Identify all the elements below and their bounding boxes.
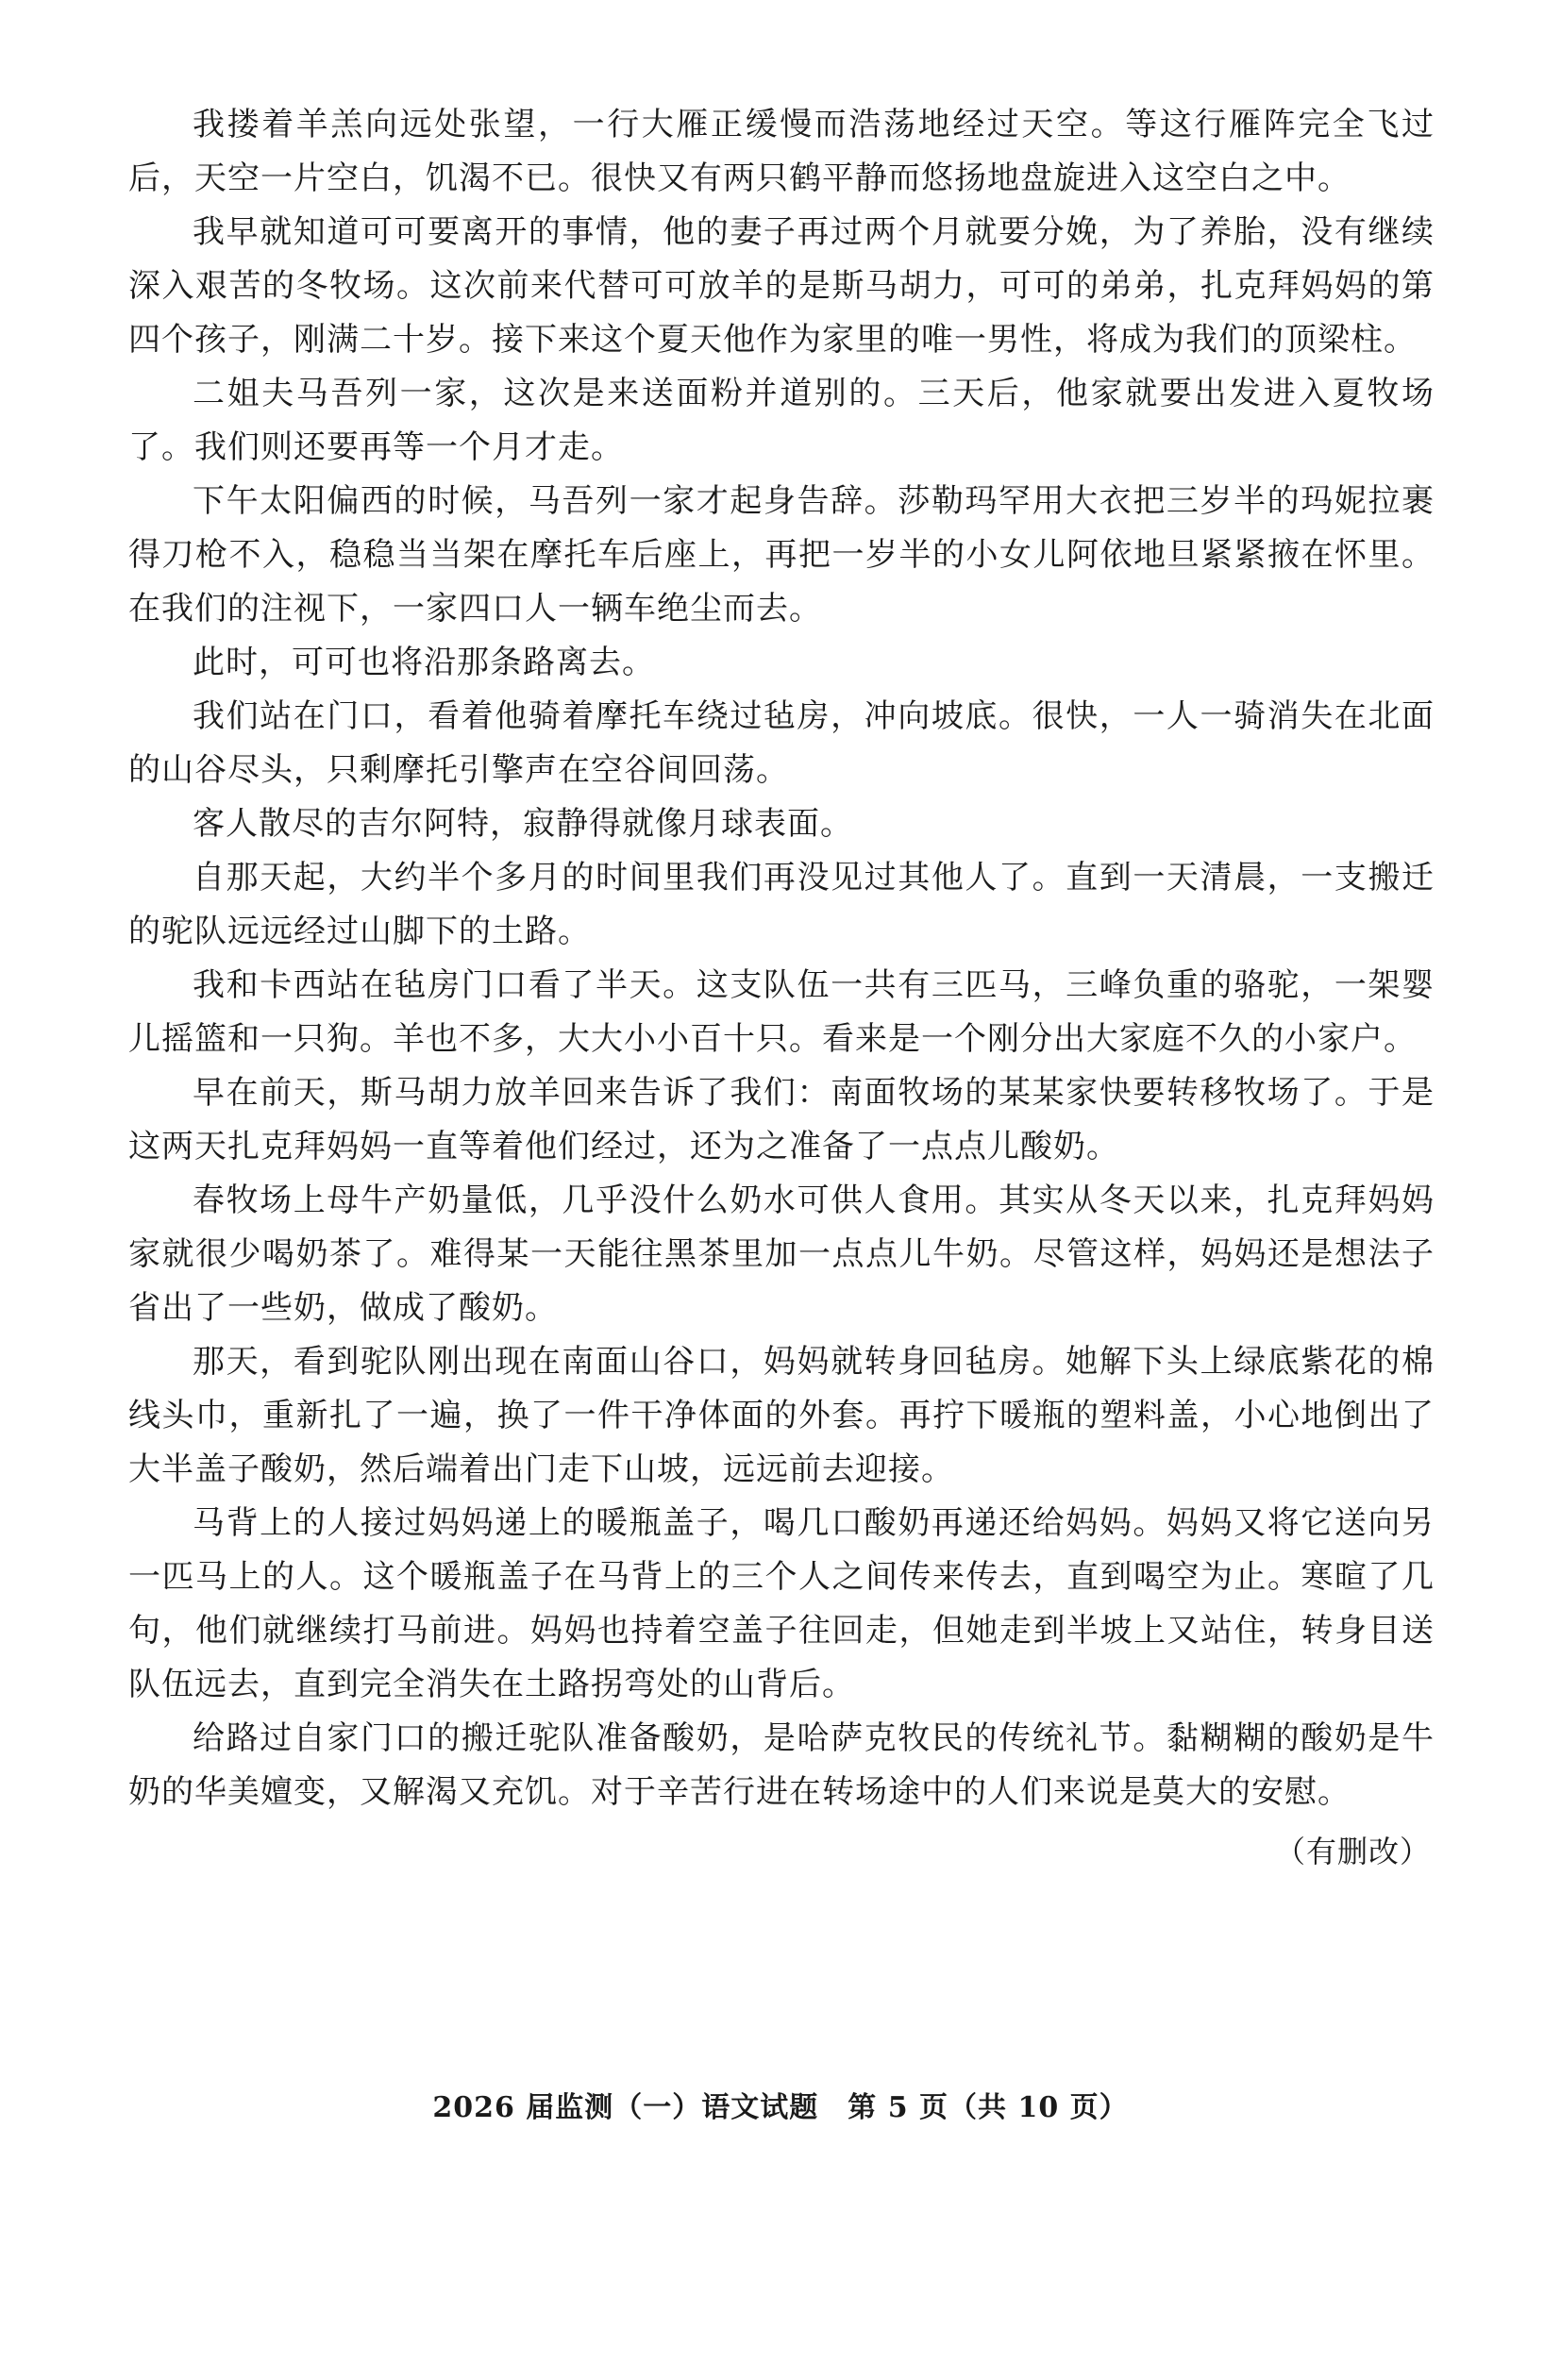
paragraph: 我和卡西站在毡房门口看了半天。这支队伍一共有三匹马，三峰负重的骆驼，一架婴儿摇篮和一只狗。羊也不多，大大小小百十只。看来是一个刚分出大家庭不久的小家户。 [128, 966, 1435, 1058]
paragraph: 下午太阳偏西的时候，马吾列一家才起身告辞。莎勒玛罕用大衣把三岁半的玛妮拉裹得刀枪不入，稳稳当当架在摩托车后座上，再把一岁半的小女儿阿依地旦紧紧掖在怀里。在我们的注视下，一家四口人一辆车绝尘而去。 [128, 482, 1435, 628]
paragraph: 我们站在门口，看着他骑着摩托车绕过毡房，冲向坡底。很快，一人一骑消失在北面的山谷尽头，只剩摩托引擎声在空谷间回荡。 [128, 697, 1435, 789]
page-footer: 2026 届监测（一）语文试题 第 5 页（共 10 页） [432, 2091, 1129, 2124]
paragraph: 春牧场上母牛产奶量低，几乎没什么奶水可供人食用。其实从冬天以来，扎克拜妈妈家就很少喝奶茶了。难得某一天能往黑茶里加一点点儿牛奶。尽管这样，妈妈还是想法子省出了一些奶，做成了酸奶。 [128, 1182, 1435, 1327]
paragraph: 马背上的人接过妈妈递上的暖瓶盖子，喝几口酸奶再递还给妈妈。妈妈又将它送向另一匹马上的人。这个暖瓶盖子在马背上的三个人之间传来传去，直到喝空为止。寒暄了几句，他们就继续打马前进。妈妈也持着空盖子往回走，但她走到半坡上又站住，转身目送队伍远去，直到完全消失在土路拐弯处的山背后。 [128, 1504, 1435, 1703]
paragraph: 客人散尽的吉尔阿特，寂静得就像月球表面。 [193, 805, 853, 843]
paragraph: 自那天起，大约半个多月的时间里我们再没见过其他人了。直到一天清晨，一支搬迁的驼队远远经过山脚下的土路。 [128, 859, 1435, 950]
paragraph: 我早就知道可可要离开的事情，他的妻子再过两个月就要分娩，为了养胎，没有继续深入艰苦的冬牧场。这次前来代替可可放羊的是斯马胡力，可可的弟弟，扎克拜妈妈的第四个孩子，刚满二十岁。接下来这个夏天他作为家里的唯一男性，将成为我们的顶梁柱。 [128, 213, 1435, 359]
paragraph: 此时，可可也将沿那条路离去。 [193, 644, 655, 681]
abridged-note: （有删改） [1274, 1834, 1431, 1869]
paragraph: 我搂着羊羔向远处张望，一行大雁正缓慢而浩荡地经过天空。等这行雁阵完全飞过后，天空一片空白，饥渴不已。很快又有两只鹤平静而悠扬地盘旋进入这空白之中。 [128, 106, 1435, 197]
paragraph: 早在前天，斯马胡力放羊回来告诉了我们：南面牧场的某某家快要转移牧场了。于是这两天扎克拜妈妈一直等着他们经过，还为之准备了一点点儿酸奶。 [128, 1074, 1435, 1165]
paragraph: 给路过自家门口的搬迁驼队准备酸奶，是哈萨克牧民的传统礼节。黏糊糊的酸奶是牛奶的华美嬗变，又解渴又充饥。对于辛苦行进在转场途中的人们来说是莫大的安慰。 [128, 1719, 1435, 1811]
reading-passage [128, 98, 1435, 1879]
paragraph: 二姐夫马吾列一家，这次是来送面粉并道别的。三天后，他家就要出发进入夏牧场了。我们则还要再等一个月才走。 [128, 375, 1435, 466]
paragraph: 那天，看到驼队刚出现在南面山谷口，妈妈就转身回毡房。她解下头上绿底紫花的棉线头巾，重新扎了一遍，换了一件干净体面的外套。再拧下暖瓶的塑料盖，小心地倒出了大半盖子酸奶，然后端着出门走下山坡，远远前去迎接。 [128, 1343, 1435, 1488]
